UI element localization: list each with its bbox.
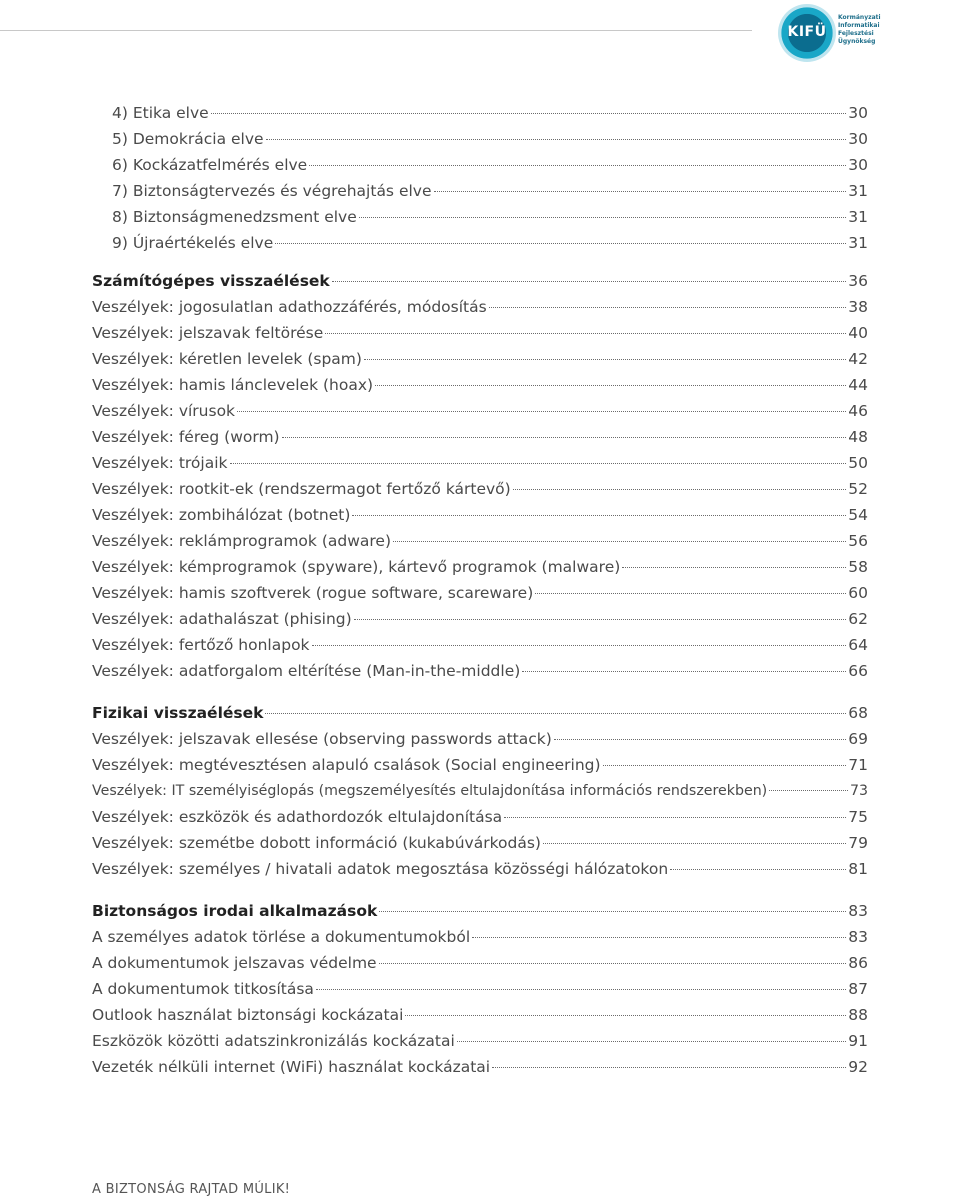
- toc-entry[interactable]: [92, 856, 868, 882]
- toc-entry-page: 48: [848, 428, 868, 446]
- toc-section-heading[interactable]: [92, 898, 868, 924]
- toc-leader: [513, 489, 847, 490]
- toc-leader: [354, 619, 847, 620]
- toc-entry[interactable]: [92, 424, 868, 450]
- toc-entry-title: A személyes adatok törlése a dokumentumokból: [92, 928, 471, 946]
- toc-entry-title: Veszélyek: eszközök és adathordozók eltulajdonítása: [92, 808, 503, 826]
- toc-entry[interactable]: [92, 658, 868, 684]
- toc-leader: [275, 243, 846, 244]
- toc-entry[interactable]: [92, 152, 868, 178]
- toc-leader: [489, 307, 847, 308]
- toc-entry-page: 31: [848, 234, 868, 252]
- logo-subtitle: [838, 14, 918, 46]
- toc-entry-page: 79: [848, 834, 868, 852]
- toc-entry[interactable]: [92, 372, 868, 398]
- toc-leader: [405, 1015, 846, 1016]
- toc-entry-page: 71: [848, 756, 868, 774]
- toc-entry-title: 6) Kockázatfelmérés elve: [112, 156, 308, 174]
- toc-entry-page: 40: [848, 324, 868, 342]
- toc-entry-page: 31: [848, 182, 868, 200]
- toc-entry-page: 38: [848, 298, 868, 316]
- toc-leader: [492, 1067, 846, 1068]
- toc-entry-title: Veszélyek: zombihálózat (botnet): [92, 506, 351, 524]
- toc-entry-page: 56: [848, 532, 868, 550]
- toc-entry-title: Veszélyek: féreg (worm): [92, 428, 280, 446]
- toc-entry[interactable]: [92, 294, 868, 320]
- toc-entry-title: A dokumentumok titkosítása: [92, 980, 314, 998]
- toc-entry-page: 83: [848, 928, 868, 946]
- toc-leader: [472, 937, 846, 938]
- header-rule: [0, 30, 752, 31]
- toc-section-heading[interactable]: [92, 700, 868, 726]
- toc-entry[interactable]: [92, 178, 868, 204]
- toc-leader: [309, 165, 846, 166]
- toc-leader: [603, 765, 847, 766]
- toc-entry[interactable]: [92, 924, 868, 950]
- toc-entry[interactable]: [92, 450, 868, 476]
- toc-leader: [325, 333, 846, 334]
- toc-entry[interactable]: [92, 100, 868, 126]
- toc-leader: [434, 191, 847, 192]
- toc-entry-title: Veszélyek: vírusok: [92, 402, 236, 420]
- toc-entry[interactable]: [92, 580, 868, 606]
- toc-entry[interactable]: [92, 632, 868, 658]
- toc-entry-page: 42: [848, 350, 868, 368]
- toc-entry-page: 46: [848, 402, 868, 420]
- toc-leader: [266, 139, 847, 140]
- toc-entry-page: 54: [848, 506, 868, 524]
- toc-entry-title: Veszélyek: jelszavak feltörése: [92, 324, 324, 342]
- toc-leader: [379, 911, 846, 912]
- logo-subtitle-line: Kormányzati: [838, 14, 881, 21]
- logo-subtitle-line: Informatikai: [838, 22, 880, 29]
- toc-entry-title: Veszélyek: szemétbe dobott információ (kukabúvárkodás): [92, 834, 541, 852]
- toc-entry[interactable]: [92, 1002, 868, 1028]
- toc-entry[interactable]: [92, 204, 868, 230]
- toc-entry-title: Veszélyek: személyes / hivatali adatok megosztása közösségi hálózatokon: [92, 860, 669, 878]
- toc-entry-page: 30: [848, 156, 868, 174]
- table-of-contents: [92, 100, 868, 1080]
- toc-entry[interactable]: [92, 726, 868, 752]
- toc-entry-title: A dokumentumok jelszavas védelme: [92, 954, 377, 972]
- toc-leader: [282, 437, 847, 438]
- toc-entry-title: Veszélyek: trójaik: [92, 454, 228, 472]
- toc-entry-title: Veszélyek: jelszavak ellesése (observing passwords attack): [92, 730, 552, 748]
- toc-entry-page: 91: [848, 1032, 868, 1050]
- toc-leader: [332, 281, 847, 282]
- toc-leader: [522, 671, 846, 672]
- toc-leader: [312, 645, 847, 646]
- toc-entry-page: 58: [848, 558, 868, 576]
- toc-entry-title: Veszélyek: hamis lánclevelek (hoax): [92, 376, 374, 394]
- toc-entry-page: 50: [848, 454, 868, 472]
- toc-entry[interactable]: [92, 830, 868, 856]
- toc-entry-page: 62: [848, 610, 868, 628]
- toc-leader: [622, 567, 846, 568]
- toc-entry[interactable]: [92, 976, 868, 1002]
- toc-entry-page: 73: [849, 783, 868, 799]
- toc-entry-title: 8) Biztonságmenedzsment elve: [112, 208, 357, 226]
- toc-entry[interactable]: [92, 528, 868, 554]
- toc-entry[interactable]: [92, 398, 868, 424]
- toc-leader: [230, 463, 847, 464]
- toc-leader: [375, 385, 846, 386]
- toc-entry-page: 30: [848, 104, 868, 122]
- toc-entry[interactable]: [92, 950, 868, 976]
- toc-entry-page: 88: [848, 1006, 868, 1024]
- toc-leader: [670, 869, 846, 870]
- toc-entry-title: Veszélyek: jogosulatlan adathozzáférés, módosítás: [92, 298, 487, 316]
- toc-entry-title: Veszélyek: IT személyiséglopás (megszemélyesítés eltulajdonítása információs rendszerekben): [92, 783, 768, 799]
- toc-leader: [364, 359, 846, 360]
- toc-entry[interactable]: [92, 752, 868, 778]
- toc-entry-page: 30: [848, 130, 868, 148]
- toc-entry-page: 69: [848, 730, 868, 748]
- toc-entry[interactable]: [92, 1054, 868, 1080]
- toc-entry-title: Veszélyek: kéretlen levelek (spam): [92, 350, 362, 368]
- toc-leader: [379, 963, 847, 964]
- toc-entry[interactable]: [92, 778, 868, 804]
- toc-entry-page: 83: [848, 902, 868, 920]
- toc-entry[interactable]: [92, 320, 868, 346]
- toc-entry[interactable]: [92, 346, 868, 372]
- toc-entry-page: 86: [848, 954, 868, 972]
- toc-leader: [265, 713, 846, 714]
- logo-subtitle-line: Fejlesztési: [838, 30, 874, 37]
- toc-entry-title: Veszélyek: adathalászat (phising): [92, 610, 352, 628]
- toc-leader: [535, 593, 846, 594]
- footer-slogan: A BIZTONSÁG RAJTAD MÚLIK!: [92, 1182, 291, 1197]
- toc-entry-title: Vezeték nélküli internet (WiFi) használat kockázatai: [92, 1058, 491, 1076]
- toc-entry-title: 4) Etika elve: [112, 104, 209, 122]
- toc-entry[interactable]: [92, 126, 868, 152]
- toc-leader: [554, 739, 846, 740]
- toc-entry-page: 44: [848, 376, 868, 394]
- toc-leader: [457, 1041, 846, 1042]
- toc-leader: [769, 790, 848, 791]
- toc-entry-title: Eszközök közötti adatszinkronizálás kockázatai: [92, 1032, 455, 1050]
- toc-entry-page: 92: [848, 1058, 868, 1076]
- logo-text: KIFÜ: [787, 24, 827, 40]
- toc-entry-title: 9) Újraértékelés elve: [112, 234, 274, 252]
- toc-entry-title: Fizikai visszaélések: [92, 704, 264, 722]
- toc-entry-title: 7) Biztonságtervezés és végrehajtás elve: [112, 182, 432, 200]
- toc-entry-title: Veszélyek: reklámprogramok (adware): [92, 532, 391, 550]
- kifu-logo-icon: [778, 4, 836, 62]
- toc-entry-title: Veszélyek: megtévesztésen alapuló csalások (Social engineering): [92, 756, 601, 774]
- toc-entry-page: 64: [848, 636, 868, 654]
- toc-leader: [504, 817, 846, 818]
- logo-subtitle-line: Ügynökség: [838, 38, 876, 45]
- toc-leader: [237, 411, 846, 412]
- toc-entry-page: 36: [848, 272, 868, 290]
- toc-entry-title: Veszélyek: kémprogramok (spyware), kártevő programok (malware): [92, 558, 621, 576]
- toc-entry[interactable]: [92, 230, 868, 256]
- toc-entry[interactable]: [92, 502, 868, 528]
- toc-entry-title: Veszélyek: hamis szoftverek (rogue software, scareware): [92, 584, 534, 602]
- toc-entry[interactable]: [92, 1028, 868, 1054]
- toc-entry[interactable]: [92, 606, 868, 632]
- toc-entry[interactable]: [92, 804, 868, 830]
- toc-entry-page: 66: [848, 662, 868, 680]
- toc-entry-title: 5) Demokrácia elve: [112, 130, 264, 148]
- toc-entry-title: Számítógépes visszaélések: [92, 272, 330, 290]
- toc-leader: [359, 217, 846, 218]
- toc-leader: [543, 843, 846, 844]
- toc-entry-title: Veszélyek: rootkit-ek (rendszermagot fertőző kártevő): [92, 480, 511, 498]
- toc-section-heading[interactable]: [92, 268, 868, 294]
- toc-entry-page: 81: [848, 860, 868, 878]
- toc-entry-title: Veszélyek: adatforgalom eltérítése (Man-in-the-middle): [92, 662, 521, 680]
- toc-entry-page: 52: [848, 480, 868, 498]
- toc-entry[interactable]: [92, 476, 868, 502]
- toc-entry-page: 68: [848, 704, 868, 722]
- toc-leader: [316, 989, 846, 990]
- toc-leader: [211, 113, 847, 114]
- toc-leader: [393, 541, 846, 542]
- toc-entry-page: 60: [848, 584, 868, 602]
- toc-entry-page: 75: [848, 808, 868, 826]
- toc-entry-title: Veszélyek: fertőző honlapok: [92, 636, 310, 654]
- toc-entry[interactable]: [92, 554, 868, 580]
- toc-entry-page: 87: [848, 980, 868, 998]
- toc-entry-title: Biztonságos irodai alkalmazások: [92, 902, 378, 920]
- toc-entry-page: 31: [848, 208, 868, 226]
- toc-leader: [352, 515, 846, 516]
- toc-entry-title: Outlook használat biztonsági kockázatai: [92, 1006, 404, 1024]
